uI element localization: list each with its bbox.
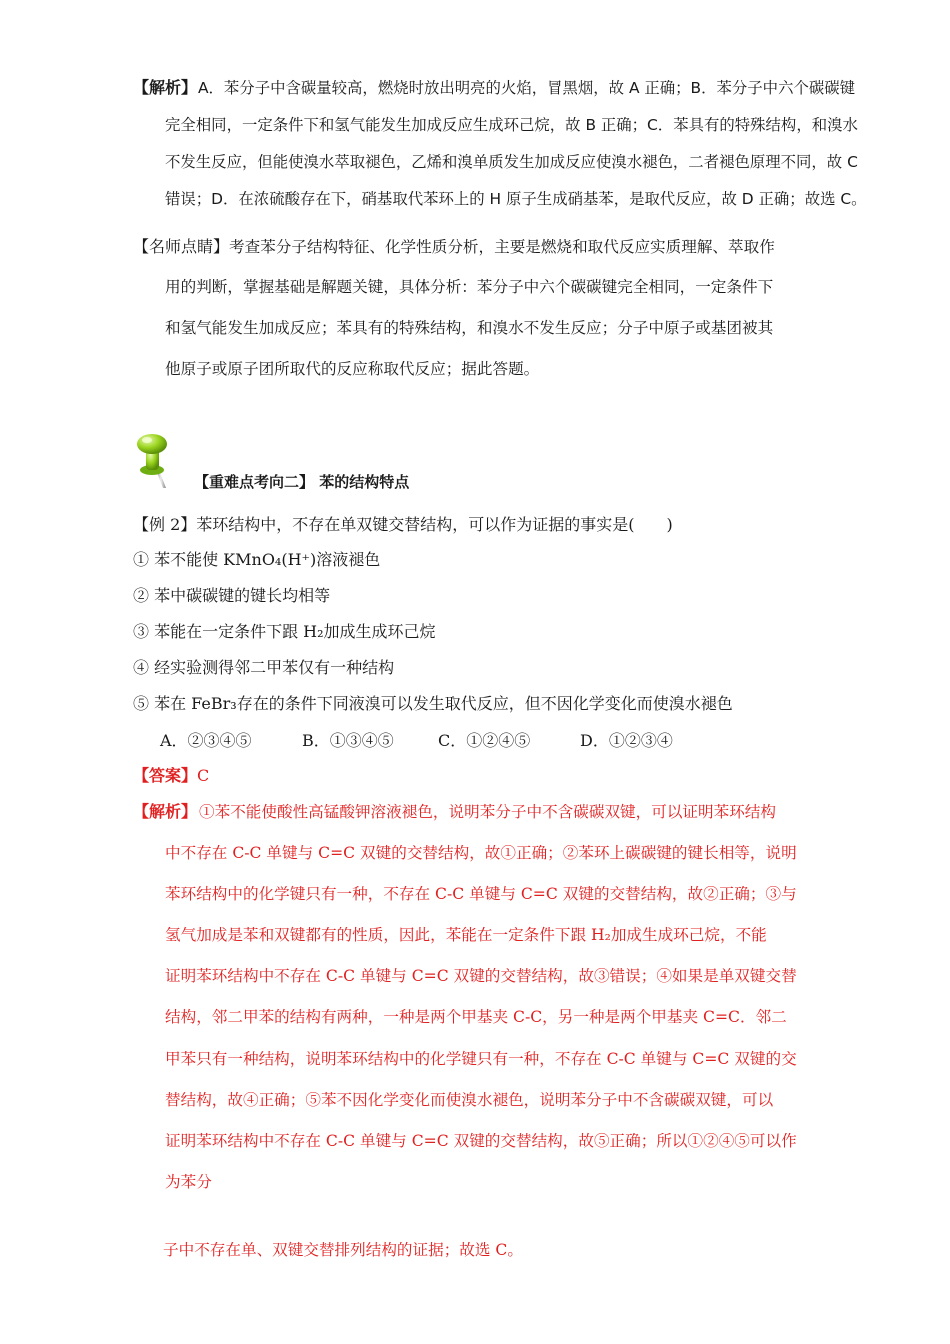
teacher-note-line-2: 用的判断，掌握基础是解题关键，具体分析：苯分子中六个碳碳键完全相同，一定条件下 (165, 278, 774, 296)
teacher-note-label: 【名师点睛】 (133, 237, 230, 256)
analysis1-label: 【解析】 (133, 78, 198, 97)
example-question: 【例 2】苯环结构中，不存在单双键交替结构，可以作为证据的事实是( ) (133, 515, 673, 534)
section-title: 【重难点考向二】 苯的结构特点 (194, 473, 410, 491)
analysis2-line-4: 氢气加成是苯和双键都有的性质，因此，苯能在一定条件下跟 H₂加成生成环己烷，不能 (165, 926, 767, 944)
answer-label: 【答案】 (133, 766, 198, 785)
example-statement-4: ④ 经实验测得邻二甲苯仅有一种结构 (133, 658, 395, 677)
analysis2-label: 【解析】 (133, 802, 198, 821)
analysis2-line-7: 甲苯只有一种结构，说明苯环结构中的化学键只有一种，不存在 C-C 单键与 C=C 双键的交 (165, 1050, 797, 1068)
option-b: B．①③④⑤ (302, 731, 394, 750)
teacher-note-line-3: 和氢气能发生加成反应；苯具有的特殊结构，和溴水不发生反应；分子中原子或基团被其 (165, 319, 774, 337)
analysis2-line-2: 中不存在 C-C 单键与 C=C 双键的交替结构，故①正确；②苯环上碳碳键的键长相等，说明 (165, 844, 797, 862)
example-statement-5: ⑤ 苯在 FeBr₃存在的条件下同液溴可以发生取代反应，但不因化学变化而使溴水褪色 (133, 694, 733, 713)
option-d: D．①②③④ (580, 731, 673, 750)
analysis2-line-5: 证明苯环结构中不存在 C-C 单键与 C=C 双键的交替结构，故③错误；④如果是单双键交替 (165, 967, 797, 985)
answer-value: C (197, 766, 210, 785)
analysis2-line-8: 替结构，故④正确；⑤苯不因化学变化而使溴水褪色，说明苯分子中不含碳碳双键，可以 (165, 1091, 774, 1109)
analysis1-line-3: 不发生反应，但能使溴水萃取褪色，乙烯和溴单质发生加成反应使溴水褪色，二者褪色原理不同，故 C (165, 153, 858, 171)
analysis2-continuation: 子中不存在单、双键交替排列结构的证据；故选 C。 (163, 1241, 523, 1259)
example-statement-3: ③ 苯能在一定条件下跟 H₂加成生成环己烷 (133, 622, 436, 641)
analysis1-line-4: 错误；D．在浓硫酸存在下，硝基取代苯环上的 H 原子生成硝基苯，是取代反应，故 D 正确；故选 C。 (165, 190, 867, 208)
option-c: C．①②④⑤ (438, 731, 531, 750)
analysis2-line-3: 苯环结构中的化学键只有一种，不存在 C-C 单键与 C=C 双键的交替结构，故②正确；③与 (165, 885, 797, 903)
analysis1-line-1: A．苯分子中含碳量较高，燃烧时放出明亮的火焰，冒黑烟，故 A 正确；B．苯分子中六个碳碳键 (198, 79, 856, 97)
option-a: A．②③④⑤ (160, 731, 252, 750)
analysis2-line-10: 为苯分 (165, 1173, 212, 1191)
analysis2-line-6: 结构，邻二甲苯的结构有两种，一种是两个甲基夹 C-C，另一种是两个甲基夹 C=C．邻二 (165, 1008, 787, 1026)
teacher-note-line-1: 考查苯分子结构特征、化学性质分析，主要是燃烧和取代反应实质理解、萃取作 (229, 238, 775, 256)
analysis1-line-2: 完全相同，一定条件下和氢气能发生加成反应生成环己烷，故 B 正确；C．苯具有的特殊结构，和溴水 (165, 116, 858, 134)
example-statement-1: ① 苯不能使 KMnO₄(H⁺)溶液褪色 (133, 550, 381, 569)
example-statement-2: ② 苯中碳碳键的键长均相等 (133, 586, 331, 605)
analysis2-line-1: ①苯不能使酸性高锰酸钾溶液褪色，说明苯分子中不含碳碳双键，可以证明苯环结构 (199, 803, 776, 821)
teacher-note-line-4: 他原子或原子团所取代的反应称取代反应；据此答题。 (165, 360, 540, 378)
analysis2-line-9: 证明苯环结构中不存在 C-C 单键与 C=C 双键的交替结构，故⑤正确；所以①②④⑤可以作 (165, 1132, 797, 1150)
green-pushpin-icon (132, 430, 180, 490)
